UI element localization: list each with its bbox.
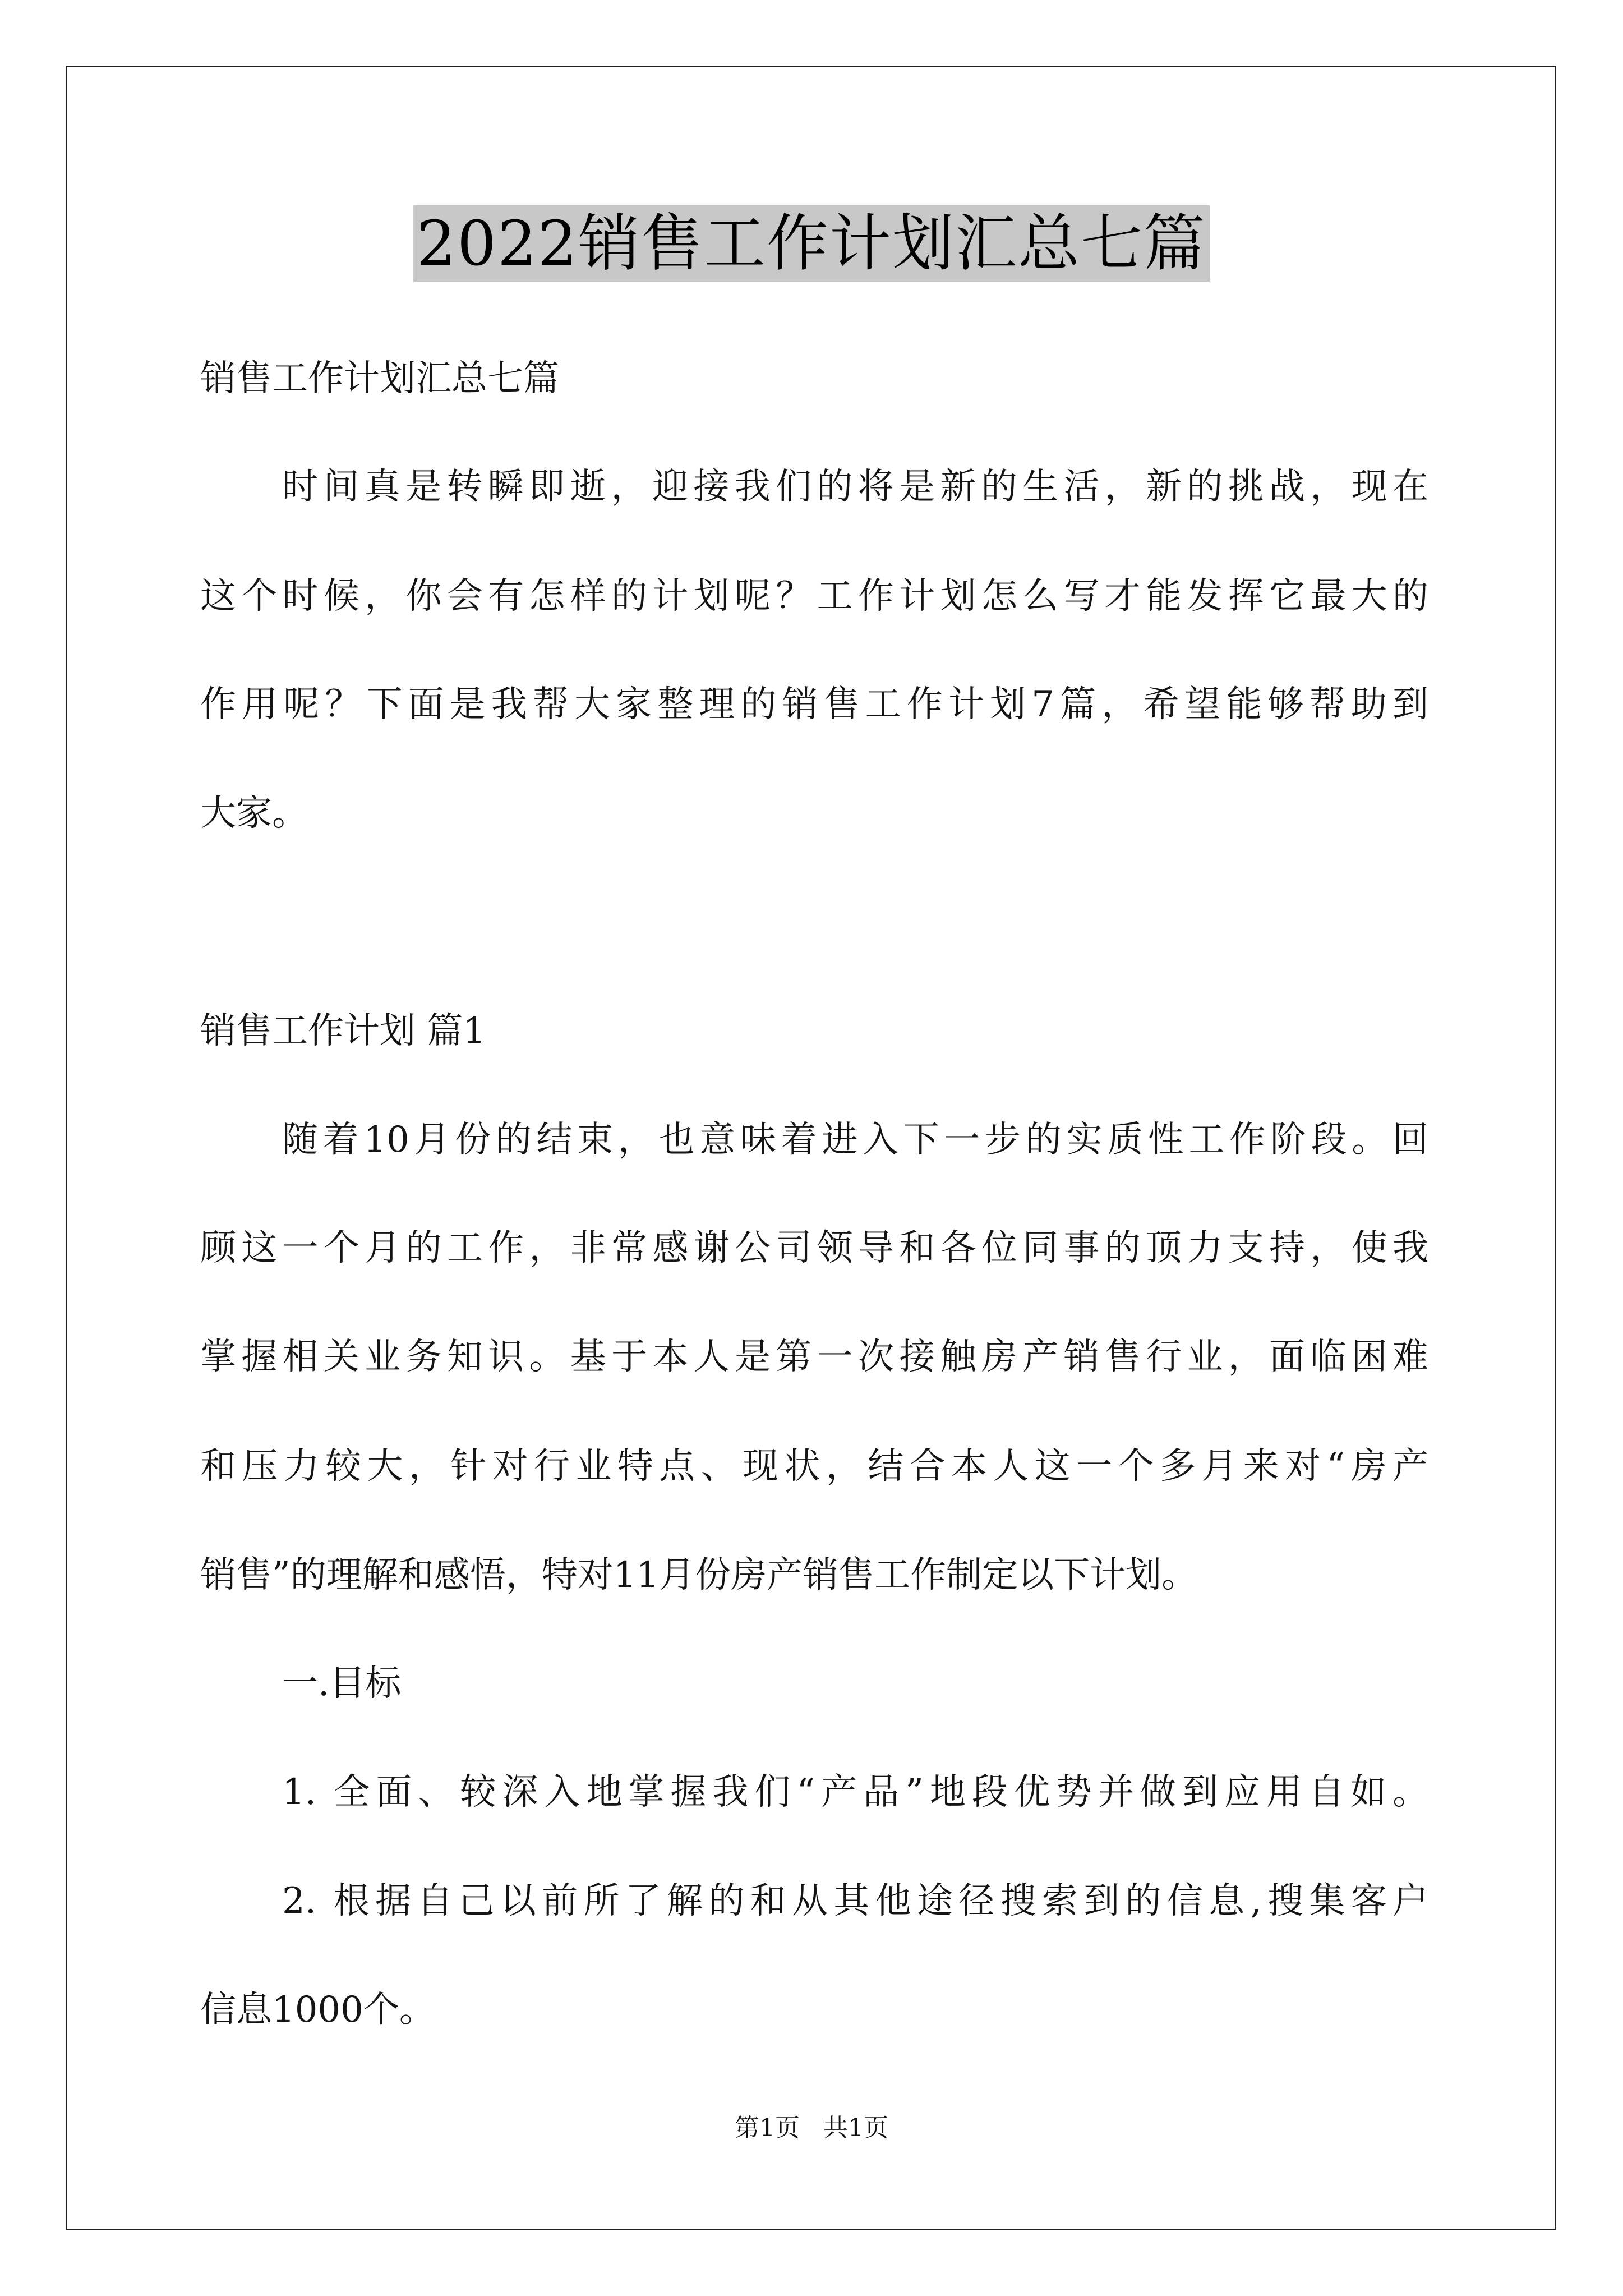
intro-line-2: 这个时候，你会有怎样的计划呢？工作计划怎么写才能发挥它最大的 xyxy=(200,576,1428,617)
body-line-1: 随着10月份的结束，也意味着进入下一步的实质性工作阶段。回 xyxy=(282,1119,1428,1161)
goal-item-2-line-1: 2. 根据自己以前所了解的和从其他途径搜索到的信息,搜集客户 xyxy=(282,1880,1428,1922)
goal-item-2-line-2: 信息1000个。 xyxy=(200,1989,435,2031)
document-title: 2022销售工作计划汇总七篇 xyxy=(413,205,1210,282)
body-line-3: 掌握相关业务知识。基于本人是第一次接触房产销售行业，面临困难 xyxy=(200,1336,1428,1378)
goal-item-1: 1. 全面、较深入地掌握我们“产品”地段优势并做到应用自如。 xyxy=(282,1772,1428,1813)
title-container xyxy=(0,205,1623,282)
page-footer: 第1页 共1页 xyxy=(735,2114,888,2142)
goal-heading: 一.目标 xyxy=(282,1663,402,1704)
body-line-4: 和压力较大，针对行业特点、现状，结合本人这一个多月来对“房产 xyxy=(200,1446,1428,1487)
intro-line-4: 大家。 xyxy=(200,793,308,834)
section-heading: 销售工作计划 篇1 xyxy=(200,1010,486,1052)
body-line-2: 顾这一个月的工作，非常感谢公司领导和各位同事的顶力支持，使我 xyxy=(200,1227,1428,1269)
body-line-5: 销售”的理解和感悟，特对11月份房产销售工作制定以下计划。 xyxy=(200,1554,1198,1596)
intro-line-3: 作用呢？下面是我帮大家整理的销售工作计划7篇，希望能够帮助到 xyxy=(200,684,1428,725)
intro-line-1: 时间真是转瞬即逝，迎接我们的将是新的生活，新的挑战，现在 xyxy=(282,466,1428,508)
subtitle-line: 销售工作计划汇总七篇 xyxy=(200,358,559,399)
